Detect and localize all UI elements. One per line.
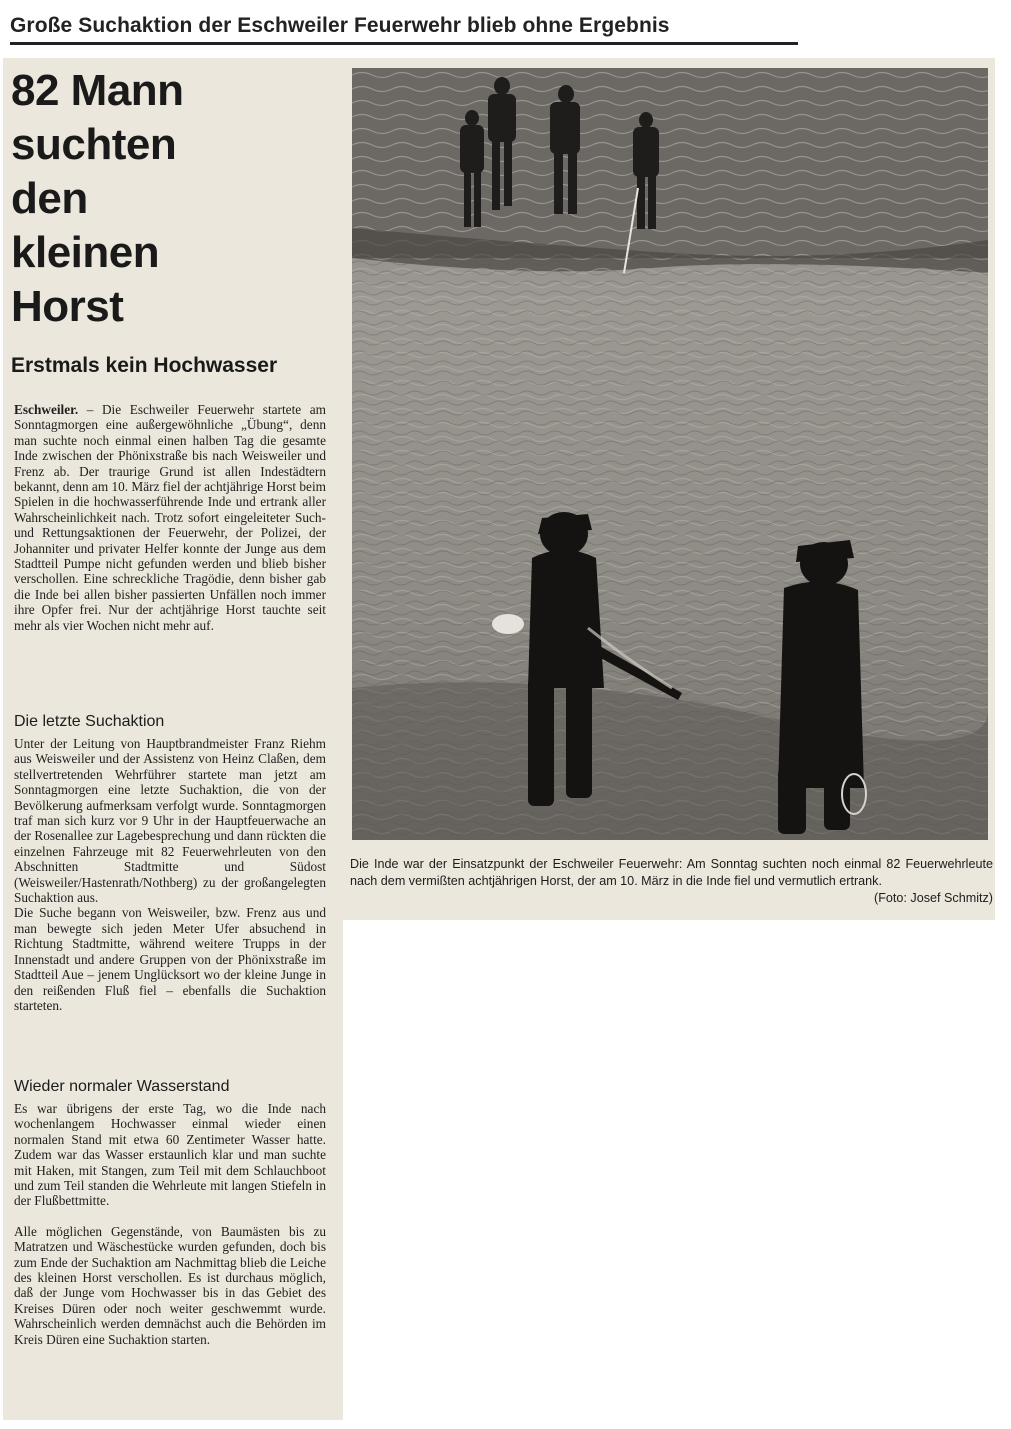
section2-paragraph-2: Alle möglichen Gegenstände, von Baumästen bis zu Matratzen und Wäschestücke wurden gefunden, doch bis zum Ende der Suchaktion am Nachmittag blieb die Leiche des kleinen Horst verschollen. Es ist durchaus möglich, daß der Junge vom Hochwasser bis in das Gebiet des Kreises Düren oder noch weiter geschwemmt wurde. Wahrscheinlich werden demnächst auch die Behörden im Kreis Düren eine Suchaktion starten. [14, 1223, 326, 1347]
headline-line: kleinen [11, 228, 160, 277]
headline-line: suchten [11, 120, 177, 169]
intro-text: – Die Eschweiler Feuerwehr startete am Sonntagmorgen eine außergewöhnliche „Übung“, denn man suchte noch einmal einen halben Tag die gesamte Inde zwischen der Phönixstraße bis nach Weisweiler und Frenz ab. Der traurige Grund ist allen Indestädtern bekannt, denn am 10. März fiel der achtjährige Horst beim Spielen in die hochwasserführende Inde und ertrank aller Wahrscheinlichkeit nach. Trotz sofort eingeleiteter Such- und Rettungsaktionen der Feuerwehr, der Polizei, der Johanniter und privater Helfer konnte der Junge aus dem Stadtteil Pumpe nicht gefunden werden und blieb bisher verschollen. Eine schreckliche Tragödie, denn bisher gab die Inde bei allen bisher passierten Unfällen noch immer ihre Opfer frei. Nur der achtjährige Horst tauchte seit mehr als vier Wochen nicht mehr auf. [14, 402, 326, 633]
kicker-line: Große Suchaktion der Eschweiler Feuerwehr blieb ohne Ergebnis [10, 12, 798, 45]
photo-credit: (Foto: Josef Schmitz) [874, 891, 993, 905]
headline [11, 64, 341, 334]
headline-line: Horst [11, 282, 124, 331]
headline-line: den [11, 174, 88, 223]
photo-caption [350, 856, 993, 907]
caption-text: Die Inde war der Einsatzpunkt der Eschweiler Feuerwehr: Am Sonntag suchten noch einmal 82 Feuerwehrleute nach dem vermißten achtjährigen Horst, der am 10. März in die Inde fiel und vermutlich ertrank. [350, 857, 993, 888]
dateline: Eschweiler. [14, 402, 79, 417]
section1-paragraph-2: Die Suche begann von Weisweiler, bzw. Frenz aus und man bewegte sich jeden Meter Ufer absuchend in Richtung Stadtmitte, während weitere Trupps in der Innenstadt und andere Gruppen von der Phönixstraße im Stadtteil Aue – jenem Unglücksort wo der kleine Junge in den reißenden Fluß fiel – ebenfalls die Suchaktion starteten. [14, 905, 326, 1013]
section2-body [14, 1101, 326, 1347]
section1-paragraph-1: Unter der Leitung von Hauptbrandmeister Franz Riehm aus Weisweiler und der Assistenz von Heinz Claßen, dem stellvertretenden Wehrführer startete man jetzt am Sonntagmorgen eine letzte Suchaktion, die von der Bevölkerung aufmerksam verfolgt wurde. Sonntagmorgen traf man sich kurz vor 9 Uhr in der Hauptfeuerwache an der Rosenallee zur Lagebesprechung und dann rückten die einzelnen Fahrzeuge mit 82 Feuerwehrleuten von den Abschnitten Stadtmitte und Südost (Weisweiler/Hastenrath/Nothberg) zu der großangelegten Suchaktion aus. [14, 736, 326, 906]
headline-line: 82 Mann [11, 66, 184, 115]
section2-paragraph-1: Es war übrigens der erste Tag, wo die Inde nach wochenlangem Hochwasser einmal wieder einen normalen Stand mit etwa 60 Zentimeter Wasser hatte. Zudem war das Wasser erstaunlich klar und man suchte mit Haken, mit Stangen, zum Teil mit dem Schlauchboot und zum Teil standen die Wehrleute mit langen Stiefeln in der Flußbettmitte. [14, 1101, 326, 1209]
photo-illustration [352, 68, 988, 840]
intro-paragraph [14, 402, 326, 633]
section-heading-last-search: Die letzte Suchaktion [14, 713, 165, 730]
section-heading-water-level: Wieder normaler Wasserstand [14, 1078, 230, 1095]
section1-body [14, 736, 326, 1013]
subheadline: Erstmals kein Hochwasser [11, 354, 278, 377]
river-search-photo [352, 68, 988, 840]
